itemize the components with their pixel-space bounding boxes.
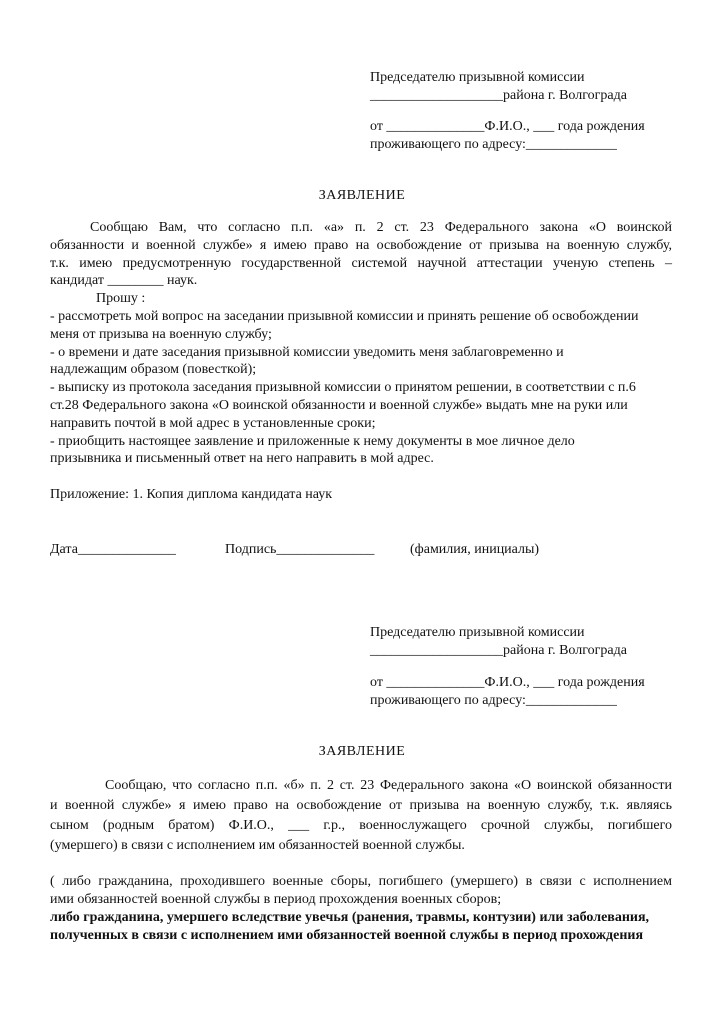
signature-date: Дата______________ [50,542,176,557]
addressee-line: Председателю призывной комиссии [370,625,585,640]
request-item-line: надлежащим образом (повесткой); [50,362,257,377]
district-line: ___________________района г. Волгограда [370,88,627,103]
intro-paragraph-line: Сообщаю Вам, что согласно п.п. «а» п. 2 ст. 23 Федерального закона «О воинской [90,220,672,235]
request-item-line: призывника и письменный ответ на него направить в мой адрес. [50,451,434,466]
intro-paragraph-line: (умершего) в связи с исполнением им обязанностей военной службы. [50,838,465,853]
request-item-line: меня от призыва на военную службу; [50,327,272,342]
intro-paragraph-line: кандидат ________ наук. [50,273,198,288]
attachment-line: Приложение: 1. Копия диплома кандидата наук [50,487,333,502]
request-item-line: ст.28 Федерального закона «О воинской обязанности и военной службе» выдать мне на руки или [50,398,628,413]
page-title: ЗАЯВЛЕНИЕ [318,744,406,759]
addressee-line: Председателю призывной комиссии [370,70,585,85]
intro-paragraph-line: и военной службе» я имею право на освобождение от призыва на военную службу, т.к. являясь [50,798,672,813]
alt-bold-line: либо гражданина, умершего вследствие увечья (ранения, травмы, контузии) или заболевания, [50,910,650,925]
address-line: проживающего по адресу:_____________ [370,693,617,708]
request-item-line: направить почтой в мой адрес в установленные сроки; [50,416,376,431]
request-item-line: - выписку из протокола заседания призывной комиссии о принятом решении, в соответствии с п.6 [50,380,636,395]
request-item-line: - о времени и дате заседания призывной комиссии уведомить меня заблаговременно и [50,345,564,360]
alt-bold-line: полученных в связи с исполнением ими обязанностей военной службы в период прохождения [50,928,644,943]
district-line: ___________________района г. Волгограда [370,643,627,658]
request-item-line: - приобщить настоящее заявление и приложенные к нему документы в мое личное дело [50,434,575,449]
alt-paragraph-line: ( либо гражданина, проходившего военные сборы, погибшего (умершего) в связи с исполнением [50,874,672,889]
intro-paragraph-line: т.к. имею предусмотренную государственной системой научной аттестации ученую степень – [50,256,672,271]
intro-paragraph-line: обязанности и военной службе» я имею право на освобождение от призыва на военную службу, [50,238,672,253]
alt-paragraph-line: ими обязанностей военной службы в период прохождения военных сборов; [50,892,502,907]
signature-name: (фамилия, инициалы) [410,542,540,557]
intro-paragraph-line: сыном (родным братом) Ф.И.О., ___ г.р., военнослужащего срочной службы, погибшего [50,818,672,833]
intro-paragraph-line: Сообщаю, что согласно п.п. «б» п. 2 ст. 23 Федерального закона «О воинской обязанности [105,778,672,793]
request-item-line: - рассмотреть мой вопрос на заседании призывной комиссии и принять решение об освобождении [50,309,639,324]
address-line: проживающего по адресу:_____________ [370,137,617,152]
signature-field: Подпись______________ [225,542,375,557]
page-title: ЗАЯВЛЕНИЕ [318,188,406,203]
applicant-line: от ______________Ф.И.О., ___ года рождения [370,675,645,690]
request-label: Прошу : [96,291,146,306]
applicant-line: от ______________Ф.И.О., ___ года рождения [370,119,645,134]
